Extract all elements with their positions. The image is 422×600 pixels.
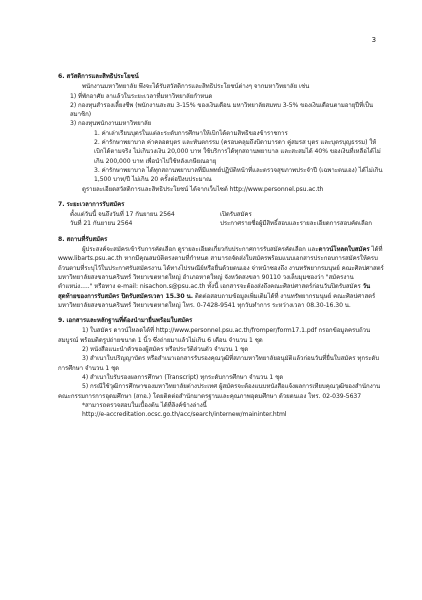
deadline-text: วันสุดท้ายของการรับสมัคร ปิดรับสมัครเวลา 15.30 น. bbox=[58, 283, 371, 300]
list-item: 3. ค่ารักษาพยาบาล ได้ทุกสถานพยาบาลที่มีแพทย์ปฏิบัติหน้าที่และตรวจสุขภาพประจำปี (เฉพาะตนเอง) ได้ไม่เกิน 1,500 บาท/ปี ไม่เกิน 20 ครั้งต่อปีงบประมาณ bbox=[94, 166, 383, 184]
text: ผู้ประสงค์จะสมัครเข้ารับการคัดเลือก ดูรายละเอียดเกี่ยวกับประกาศการรับสมัครคัดเลือก และ bbox=[82, 246, 319, 254]
text: ติดต่อสอบถามข้อมูลเพิ่มเติมได้ที่ งานทรัพยากรมนุษย์ คณะศิลปศาสตร์ มหาวิทยาลัยสงขลานครินทร์ วิทยาเขตหาดใหญ่ โทร. 0-7428-9541 ทุกวันทำการ ระหว่างเวลา 08.30-16.30 น. bbox=[58, 292, 376, 309]
schedule-row bbox=[58, 210, 384, 219]
list-item: 1) ใบสมัคร ดาวน์โหลดได้ที่ http://www.personnel.psu.ac.th/fromper/form17.1.pdf กรอกข้อมูลครบถ้วนสมบูรณ์ พร้อมติดรูปถ่ายขนาด 1 นิ้ว ซึ่งถ่ายมาแล้วไม่เกิน 6 เดือน จำนวน 1 ชุด bbox=[58, 327, 371, 344]
download-form-text: ดาวน์โหลดใบสมัคร bbox=[318, 246, 370, 254]
text: ได้ที่ www.libarts.psu.ac.th หากมีคุณสมบัติตรงตามที่กำหนด สามารถจัดส่งใบสมัครพร้อมแนบเอกสารประกอบการสมัครให้ครบถ้วนตามที่ระบุไว้ในประกาศรับสมัครงาน ได้ทางไปรษณีย์หรือยื่นด้วยตนเอง จ่าหน้าซองถึง งานทรัพยากรมนุษย์ คณะศิลปศาสตร์ มหาวิทยาลัยสงขลานครินทร์ วิทยาเขตหาดใหญ่ อำเภอหาดใหญ่ จังหวัดสงขลา 90110 วงเล็บมุมซองว่า "สมัครงานตำแหน่ง....." หรือทาง e-mail: nisachon.s@psu.ac.th ทั้งนี้ เอกสารจะต้องส่งถึงคณะศิลปศาสตร์ก่อนวันปิดรับสมัคร bbox=[58, 246, 384, 291]
section-title: 9. เอกสารและหลักฐานที่ต้องนำมายื่นพร้อมใบสมัคร bbox=[58, 317, 193, 325]
section-required-documents bbox=[58, 316, 384, 419]
list-item: 2) หนังสือแนะนำตัวของผู้สมัคร หรือประวัติส่วนตัว จำนวน 1 ชุด bbox=[82, 346, 249, 354]
section-application-period bbox=[58, 200, 384, 229]
paragraph: ดูรายละเอียดสวัสดิการและสิทธิประโยชน์ ได้จากเว็บไซต์ http://www.personnel.psu.ac.th bbox=[82, 185, 324, 193]
paragraph: พนักงานมหาวิทยาลัย พึงจะได้รับสวัสดิการและสิทธิประโยชน์ต่างๆ จากมหาวิทยาลัย เช่น bbox=[82, 83, 310, 91]
note: *สามารถตรวจสอบในเบื้องต้น ได้ที่ลิงค์ข้างล่างนี้ bbox=[82, 401, 207, 409]
paragraph bbox=[58, 245, 384, 310]
section-benefits bbox=[58, 72, 384, 194]
list-item: 2) กองทุนสำรองเลี้ยงชีพ (พนักงานสะสม 3-15% ของเงินเดือน มหาวิทยาลัยสมทบ 3-5% ของเงินเดือนตามอายุปีที่เป็นสมาชิก) bbox=[70, 101, 374, 119]
section-application-place bbox=[58, 235, 384, 310]
list-item: 4) สำเนาใบรับรองผลการศึกษา (Transcript) ทุกระดับการศึกษา จำนวน 1 ชุด bbox=[82, 373, 284, 381]
list-item: 1. ค่าเล่าเรียนบุตรในแต่ละระดับการศึกษาให้เบิกได้ตามสิทธิของข้าราชการ bbox=[94, 129, 288, 137]
schedule-date: ตั้งแต่วันนี้ จนถึงวันที่ 17 กันยายน 2564 bbox=[70, 211, 175, 219]
schedule-event: เปิดรับสมัคร bbox=[220, 211, 252, 219]
list-item: 1) ที่พักอาศัย ลาแล้วในระยะเวลาที่มหาวิทยาลัยกำหนด bbox=[70, 92, 213, 100]
section-title: 6. สวัสดิการและสิทธิประโยชน์ bbox=[58, 73, 139, 80]
schedule-event: ประกาศรายชื่อผู้มีสิทธิ์สอบและรายละเอียดการสอบคัดเลือก bbox=[220, 220, 372, 228]
list-item: 3) กองทุนพนักงานมหาวิทยาลัย bbox=[70, 120, 152, 128]
list-item: 2. ค่ารักษาพยาบาล ค่าคลอดบุตร และทันตกรรม (ครอบคลุมถึงบิดามารดา คู่สมรส บุตร และบุตรบุญธรรม) ให้เบิกได้ตามจริง ไม่เกินวงเงิน 20,000 บาท ใช้บริการได้ทุกสถานพยาบาล และสะสมได้ 40% ของเงินที่เหลือได้ไม่เกิน 200,000 บาท เพื่อนำไปใช้หลังเกษียณอายุ bbox=[94, 139, 381, 165]
section-title: 8. สถานที่รับสมัคร bbox=[58, 235, 108, 243]
list-item: 5) กรณีใช้วุฒิการศึกษาของมหาวิทยาลัยต่างประเทศ ผู้สมัครจะต้องแนบหนังสือแจ้งผลการเทียบคุณวุฒิของสำนักงานคณะกรรมการการอุดมศึกษา (สกอ.) โดยติดต่อสำนักมาตรฐานและคุณภาพอุดมศึกษา ด้วยตนเอง โทร. 02-039-5637 bbox=[58, 383, 381, 400]
list-item: 3) สำเนาใบปริญญาบัตร หรือสำเนาเอกสารรับรองคุณวุฒิที่สภามหาวิทยาลัยอนุมัติแล้วก่อนวันที่ยื่นใบสมัคร ทุกระดับการศึกษา จำนวน 1 ชุด bbox=[58, 355, 380, 372]
section-title: 7. ระยะเวลาการรับสมัคร bbox=[58, 200, 125, 208]
schedule-row bbox=[58, 219, 384, 228]
page-number: 3 bbox=[371, 36, 376, 44]
schedule-date: วันที่ 21 กันยายน 2564 bbox=[70, 220, 133, 228]
accreditation-link[interactable]: http://e-accreditation.ocsc.go.th/acc/search/internew/maininter.html bbox=[82, 411, 287, 419]
